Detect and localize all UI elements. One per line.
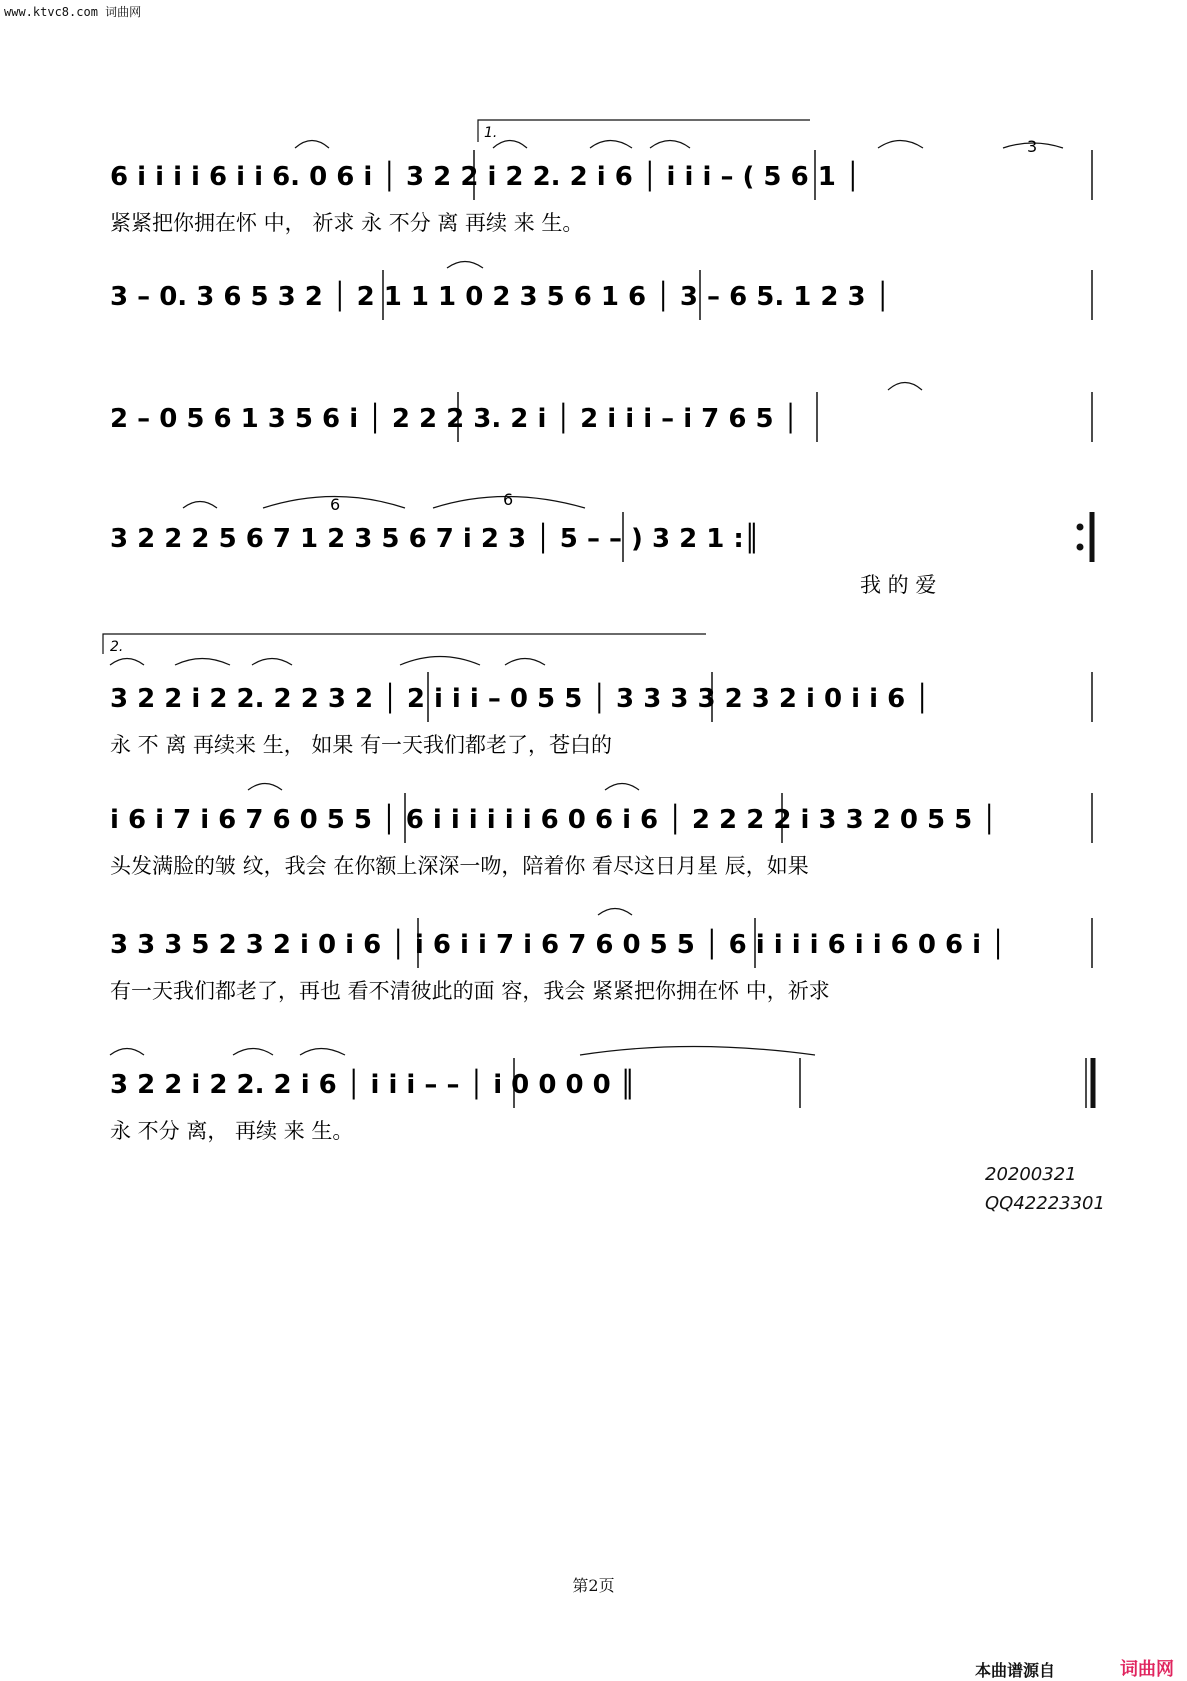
lyric-row-6: 头发满脸的皱 纹，我会 在你额上深深一吻，陪着你 看尽这日月星 辰，如果 <box>110 854 809 878</box>
lyric-row-8: 永 不分 离， 再续 来 生。 <box>110 1119 354 1143</box>
tuplet-6-b: 6 <box>503 490 514 509</box>
slurs <box>110 141 1063 1056</box>
notes-row-7: 3 3 3 5 2 3 2 i 0 i 6 │ i 6 i i 7 i 6 7 6 0 5 5 │ 6 i i i i 6 i i 6 0 6 i │ <box>110 930 1006 960</box>
row-4 <box>110 522 936 597</box>
row-8 <box>110 1068 635 1144</box>
volta-brackets <box>103 120 810 654</box>
volta-2-label: 2. <box>110 639 124 655</box>
page-number: 第2页 <box>572 1576 615 1595</box>
notes-row-8: 3 2 2 i 2 2. 2 i 6 │ i i i – – │ i 0 0 0 0 ║ <box>110 1070 636 1100</box>
row-2 <box>110 280 890 312</box>
footer-source-label: 本曲谱源自 <box>975 1661 1056 1680</box>
notes-row-6: i 6 i 7 i 6 7 6 0 5 5 │ 6 i i i i i i 6 0 6 i 6 │ 2 2 2 2 i 3 3 2 0 5 5 │ <box>110 805 997 835</box>
repeat-dots <box>1077 524 1084 551</box>
volta-1-label: 1. <box>484 125 498 141</box>
lyric-row-1: 紧紧把你拥在怀 中， 祈求 永 不分 离 再续 来 生。 <box>110 211 584 235</box>
row-6 <box>110 803 997 879</box>
row-1 <box>110 160 861 236</box>
notes-row-5: 3 2 2 i 2 2. 2 2 3 2 │ 2 i i i – 0 5 5 │ 3 3 3 3 2 3 2 i 0 i i 6 │ <box>110 684 930 714</box>
notes-row-1: 6 i i i i 6 i i 6. 0 6 i │ 3 2 2 i 2 2. 2 i 6 │ i i i – ( 5 6 1 │ <box>110 162 861 192</box>
notes-row-2: 3 – 0. 3 6 5 3 2 │ 2 1 1 1 0 2 3 5 6 1 6 │ 3 – 6 5. 1 2 3 │ <box>110 282 891 312</box>
lyric-row-4: 我 的 爱 <box>860 573 937 597</box>
row-5 <box>110 682 930 758</box>
lyric-row-5: 永 不 离 再续来 生， 如果 有一天我们都老了，苍白的 <box>110 733 613 757</box>
row-3 <box>110 402 798 434</box>
notes-row-3: 2 – 0 5 6 1 3 5 6 i │ 2 2 2 3. 2 i │ 2 i i i – i 7 6 5 │ <box>110 404 799 434</box>
tuplet-6-a: 6 <box>330 495 341 514</box>
footer-logo-link[interactable]: 词曲网 <box>1120 1659 1174 1680</box>
notes-row-4: 3 2 2 2 5 6 7 1 2 3 5 6 7 i 2 3 │ 5 – – ) 3 2 1 :║ <box>110 524 760 554</box>
site-url[interactable]: www.ktvc8.com 词曲网 <box>4 5 142 19</box>
tuplet-3: 3 <box>1027 137 1038 156</box>
qq-number: QQ42223301 <box>985 1193 1105 1214</box>
row-7 <box>110 928 1006 1004</box>
date-stamp: 20200321 <box>985 1164 1077 1185</box>
lyric-row-7: 有一天我们都老了，再也 看不清彼此的面 容，我会 紧紧把你拥在怀 中，祈求 <box>110 979 830 1003</box>
